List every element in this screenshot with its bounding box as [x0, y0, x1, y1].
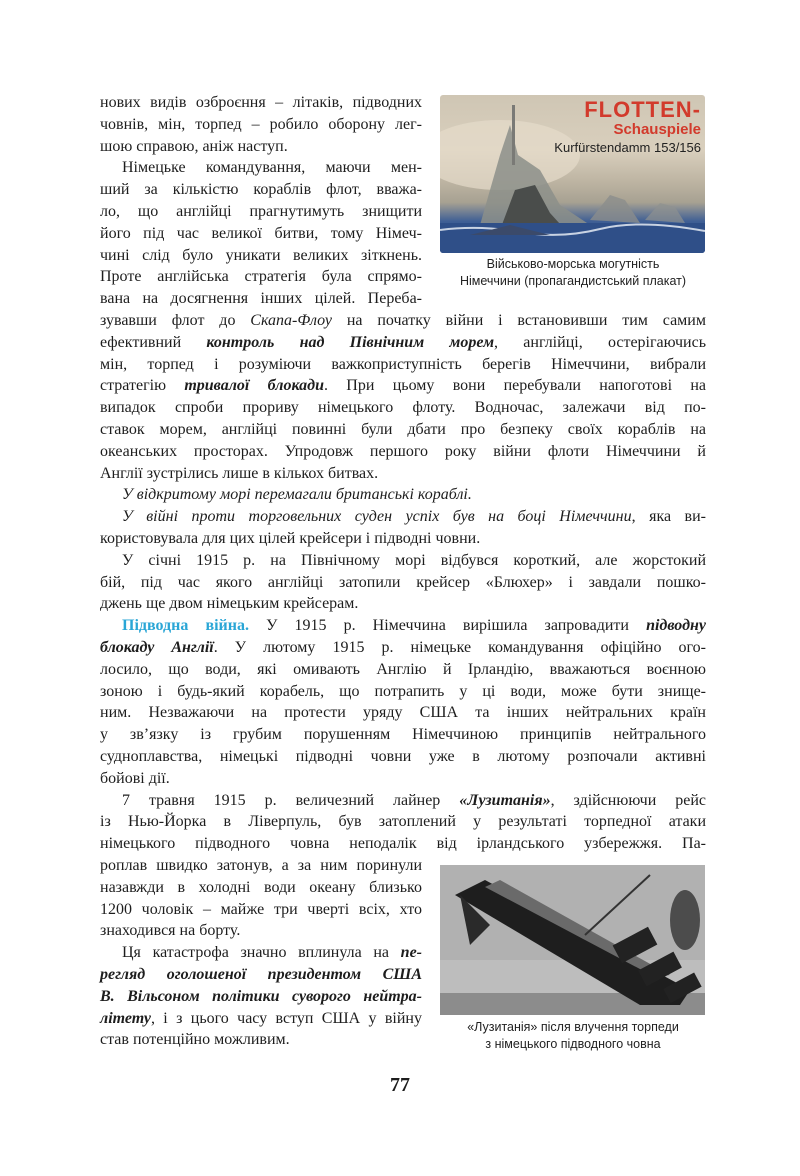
emphasis: блокаду Англії — [100, 639, 214, 656]
text-line: 7 травня 1915 р. величезний лайнер «Лузитанія», здійснюючи рейс — [122, 791, 706, 809]
text-line: блокаду Англії. У лютому 1915 р. німецьке командування офіційно ого- — [100, 639, 706, 656]
text-line: Підводна війна. У 1915 р. Німеччина вирішила запровадити підводну — [122, 617, 707, 635]
text-line: судноплавства, німецькі підводні човни уже в лютому розпочали активні — [100, 748, 706, 765]
text-line: знаходився на борту. — [100, 922, 241, 940]
text-line: Ця катастрофа значно вплинула на пе- — [122, 944, 422, 962]
caption-line: Німеччини (пропагандистський плакат) — [459, 274, 687, 288]
text-line: У січні 1915 р. на Північному морі відбувся короткий, але жорстокий — [122, 551, 706, 569]
emphasis: Скапа-Флоу — [250, 312, 332, 329]
text-line: 1200 чоловік – майже три чверті всіх, хто — [100, 900, 422, 918]
caption-line: «Лузитанія» після влучення торпеди — [467, 1020, 679, 1034]
text-line: став потенційно можливим. — [100, 1031, 290, 1049]
emphasis: підводну — [646, 617, 707, 635]
caption-line: Військово-морська могутність — [486, 257, 660, 271]
text-line: стратегію тривалої блокади. При цьому вони перебували напоготові на — [100, 377, 706, 395]
text-line: зувавши флот до Скапа-Флоу на початку війни і встановивши тим самим — [100, 312, 706, 329]
emphasis: регляд оголошеної президентом США — [100, 966, 422, 983]
text-line: зоною і будь-який корабель, що потрапить у ці води, може бути знище- — [100, 682, 706, 700]
text-line: бій, під час якого англійці затопили крейсер «Блюхер» і завдали пошко- — [100, 573, 706, 591]
text-line: ло, що англійці прагнутимуть знищити — [100, 203, 422, 220]
text-line: У війні проти торговельних суден успіх був на боці Німеччини, яка ви- — [122, 508, 707, 526]
text-line: ефективний контроль над Північним морем, англійці, остерігаючись — [100, 333, 706, 351]
text-line: бойові дії. — [100, 769, 170, 787]
text-line: Німецьке командування, маючи мен- — [122, 159, 422, 177]
poster-address: Kurfürstendamm 153/156 — [554, 140, 701, 155]
text-line: користовувала для цих цілей крейсери і підводні човни. — [100, 530, 481, 547]
poster-subtitle: Schauspiele — [613, 121, 701, 138]
emphasis: У відкритому морі перемагали британські кораблі. — [122, 486, 472, 504]
text-line: німецького підводного човна неподалік від ірландського узбережжя. Па- — [100, 835, 706, 853]
text-line — [100, 986, 422, 1008]
sinking-ship-illustration — [440, 865, 705, 1015]
text-line: Англії зустрілись лише в кількох битвах. — [100, 464, 379, 482]
text-line: океанських просторах. Упродовж першого року війни флоти Німеччини й — [100, 442, 706, 460]
emphasis: тривалої блокади — [184, 377, 325, 395]
text-line: у зв’язку із грубим порушенням Німеччиною принципів нейтрального — [100, 726, 706, 744]
text-line: ним. Незважаючи на протести уряду США та інших нейтральних країн — [100, 704, 706, 722]
text-line: ставок морем, англійці повинні були дбати про безпеку своїх кораблів на — [100, 421, 706, 438]
lusitania-photo — [440, 865, 705, 1015]
text-line: мін, торпед і розуміючи важкоприступність берегів Німеччини, вибрали — [100, 355, 706, 373]
emphasis: «Лузитанія» — [459, 791, 551, 809]
section-heading: Підводна війна. — [122, 617, 249, 635]
text-line: назавжди в холодні води океану близько — [100, 878, 422, 896]
lusitania-caption — [428, 1019, 718, 1053]
text-line — [122, 484, 706, 506]
emphasis: літету — [100, 1009, 151, 1027]
emphasis: У війні проти торговельних суден успіх був на боці Німеччини — [122, 508, 632, 526]
text-line: роплав швидко затонув, а за ним поринули — [100, 857, 422, 874]
propaganda-poster-image — [440, 95, 705, 253]
poster-title: FLOTTEN- — [584, 97, 701, 122]
text-line: випадок спроби прориву німецького флоту. Водночас, залежачи від по- — [100, 399, 706, 417]
text-line: літету, і з цього часу вступ США у війну — [100, 1009, 422, 1027]
text-line: човнів, мін, торпед – робило оборону лег- — [100, 115, 422, 133]
text-line: шою справою, аніж наступ. — [100, 137, 288, 155]
emphasis: контроль над Північним морем — [206, 333, 495, 351]
text-line: джень ще двом німецьким крейсерам. — [100, 595, 359, 613]
text-line: чині слід було уникати великих зіткнень. — [100, 246, 422, 264]
emphasis: В. Вільсоном політики суворого нейтра- — [100, 987, 422, 1005]
page-number: 77 — [390, 1074, 410, 1096]
text-line — [100, 964, 422, 986]
text-line: із Нью-Йорка в Ліверпуль, був затоплений у результаті торпедної атаки — [100, 813, 706, 831]
emphasis: пе- — [400, 944, 422, 962]
caption-line: з німецького підводного човна — [485, 1037, 661, 1051]
text-line: його під час великої битви, тому Німеч- — [100, 224, 422, 242]
text-line: лосило, що води, які омивають Англію й Ірландію, вважаються воєнною — [100, 660, 706, 678]
text-line: вана на досягнення інших цілей. Переба- — [100, 290, 422, 308]
text-line: Проте англійська стратегія була спрямо- — [100, 268, 422, 286]
poster-caption — [428, 256, 718, 290]
text-line: нових видів озброєння – літаків, підводних — [100, 94, 422, 111]
text-line: ший за кількістю кораблів флот, вважа- — [100, 181, 422, 199]
